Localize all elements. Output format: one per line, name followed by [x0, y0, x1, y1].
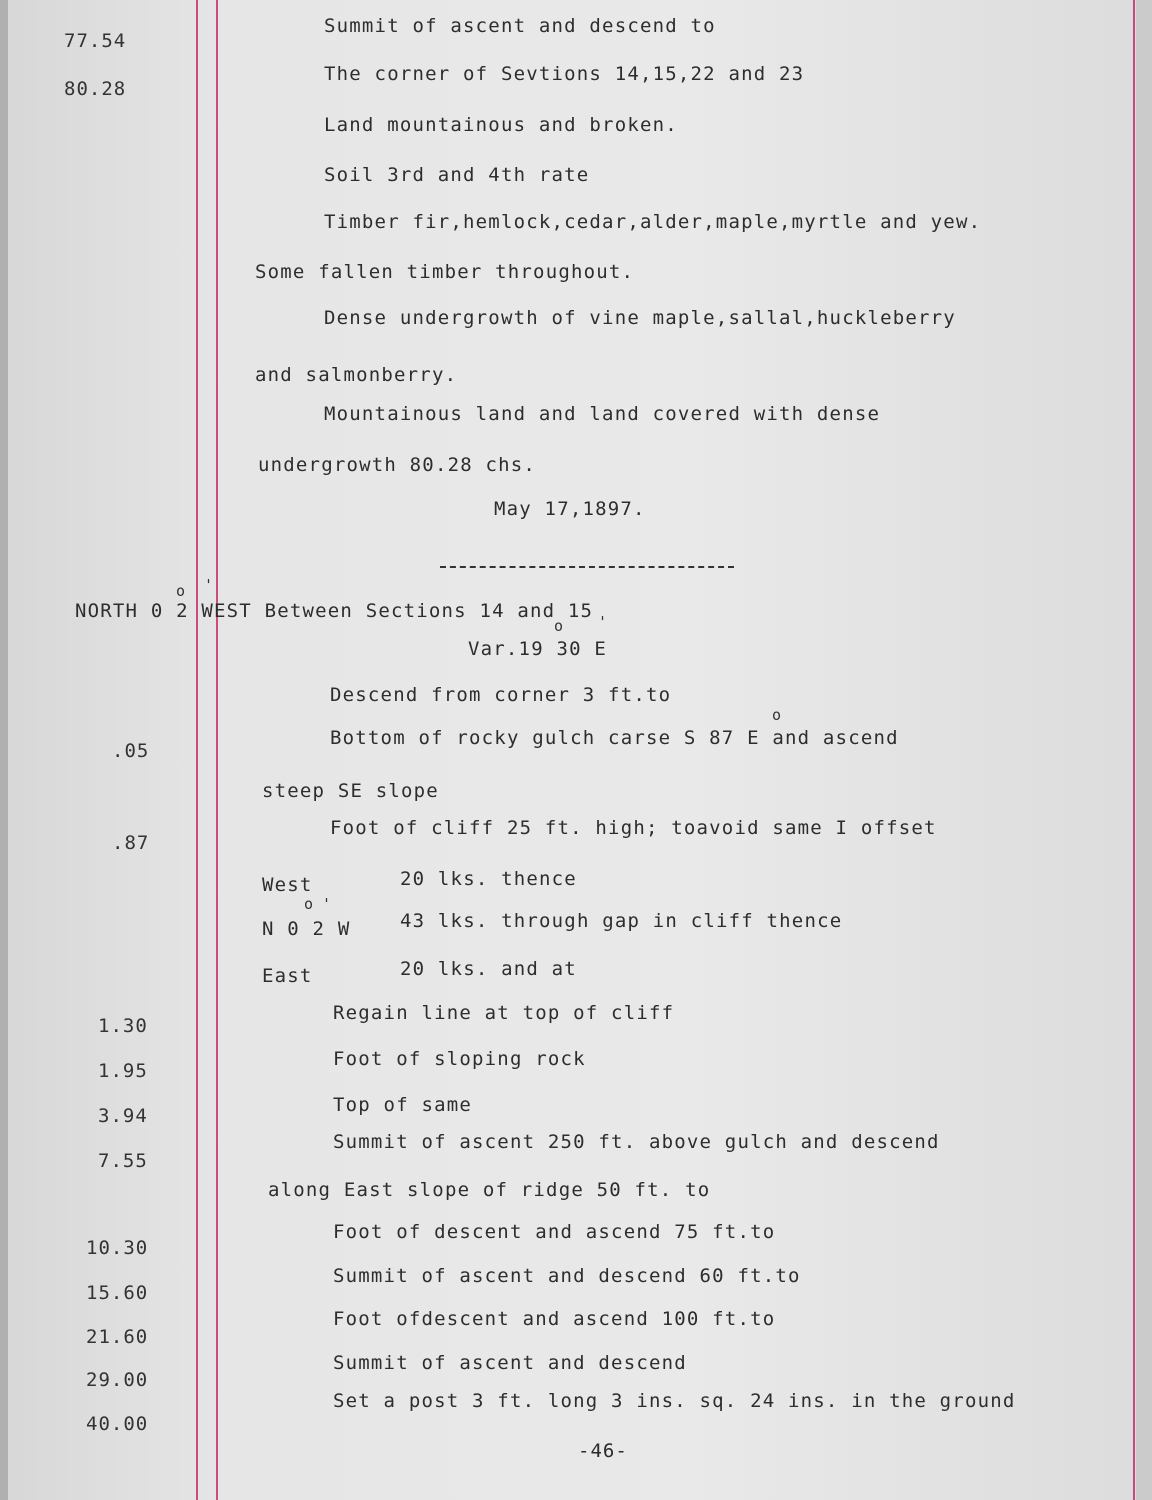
entry-line: Foot of cliff 25 ft. high; toavoid same I offset [330, 817, 937, 839]
degree-mark: o [772, 706, 782, 724]
entry-line: along East slope of ridge 50 ft. to [268, 1179, 711, 1201]
variation-line: Var.19 30 E [468, 638, 608, 660]
degree-mark: o ' [304, 895, 332, 913]
degree-mark: o [554, 617, 564, 635]
offset-direction: West [262, 874, 313, 896]
page-number: -46- [578, 1440, 628, 1462]
section-heading: NORTH 0 2 WEST Between Sections 14 and 15 [75, 600, 594, 622]
entry-line: Foot of sloping rock [333, 1048, 586, 1070]
entry-line: steep SE slope [262, 780, 439, 802]
distance-value: 10.30 [86, 1237, 149, 1259]
note-line: Dense undergrowth of vine maple,sallal,huckleberry [324, 307, 956, 329]
page-left-edge [0, 0, 8, 1500]
offset-text: 20 lks. and at [400, 958, 577, 980]
distance-value: 1.30 [98, 1015, 148, 1037]
distance-value: 7.55 [98, 1150, 148, 1172]
page-right-edge [1136, 0, 1152, 1500]
entry-line: Summit of ascent and descend 60 ft.to [333, 1265, 801, 1287]
distance-value: 77.54 [64, 30, 127, 52]
distance-value: .87 [112, 832, 150, 854]
entry-line: Foot of descent and ascend 75 ft.to [333, 1221, 776, 1243]
note-date: May 17,1897. [494, 498, 646, 520]
note-line: The corner of Sevtions 14,15,22 and 23 [324, 63, 805, 85]
entry-line: Set a post 3 ft. long 3 ins. sq. 24 ins. in the ground [333, 1390, 1016, 1412]
minute-mark: ' [598, 613, 608, 631]
entry-line: Summit of ascent 250 ft. above gulch and descend [333, 1131, 940, 1153]
note-line: Summit of ascent and descend to [324, 15, 716, 37]
distance-value: 80.28 [64, 78, 127, 100]
offset-text: 43 lks. through gap in cliff thence [400, 910, 843, 932]
note-line: Some fallen timber throughout. [255, 261, 635, 283]
note-line: Timber fir,hemlock,cedar,alder,maple,myrtle and yew. [324, 211, 982, 233]
margin-rule-right [1133, 0, 1135, 1500]
entry-line: Regain line at top of cliff [333, 1002, 675, 1024]
distance-value: 15.60 [86, 1282, 149, 1304]
note-line: undergrowth 80.28 chs. [258, 454, 537, 476]
section-divider [440, 566, 734, 568]
note-line: Land mountainous and broken. [324, 114, 678, 136]
offset-direction: N 0 2 W [262, 918, 351, 940]
offset-direction: East [262, 965, 313, 987]
entry-line: Bottom of rocky gulch carse S 87 E and ascend [330, 727, 899, 749]
note-line: and salmonberry. [255, 364, 458, 386]
entry-line: Descend from corner 3 ft.to [330, 684, 672, 706]
distance-value: 3.94 [98, 1105, 148, 1127]
distance-value: 40.00 [86, 1413, 149, 1435]
distance-value: 29.00 [86, 1369, 149, 1391]
offset-text: 20 lks. thence [400, 868, 577, 890]
entry-line: Summit of ascent and descend [333, 1352, 687, 1374]
distance-value: 1.95 [98, 1060, 148, 1082]
degree-mark: o [176, 582, 186, 600]
entry-line: Top of same [333, 1094, 473, 1116]
entry-line: Foot ofdescent and ascend 100 ft.to [333, 1308, 776, 1330]
margin-rule-left-inner [216, 0, 218, 1500]
margin-rule-left [196, 0, 198, 1500]
distance-value: .05 [112, 740, 150, 762]
distance-value: 21.60 [86, 1326, 149, 1348]
note-line: Soil 3rd and 4th rate [324, 164, 590, 186]
minute-mark: ' [204, 576, 214, 594]
note-line: Mountainous land and land covered with dense [324, 403, 881, 425]
